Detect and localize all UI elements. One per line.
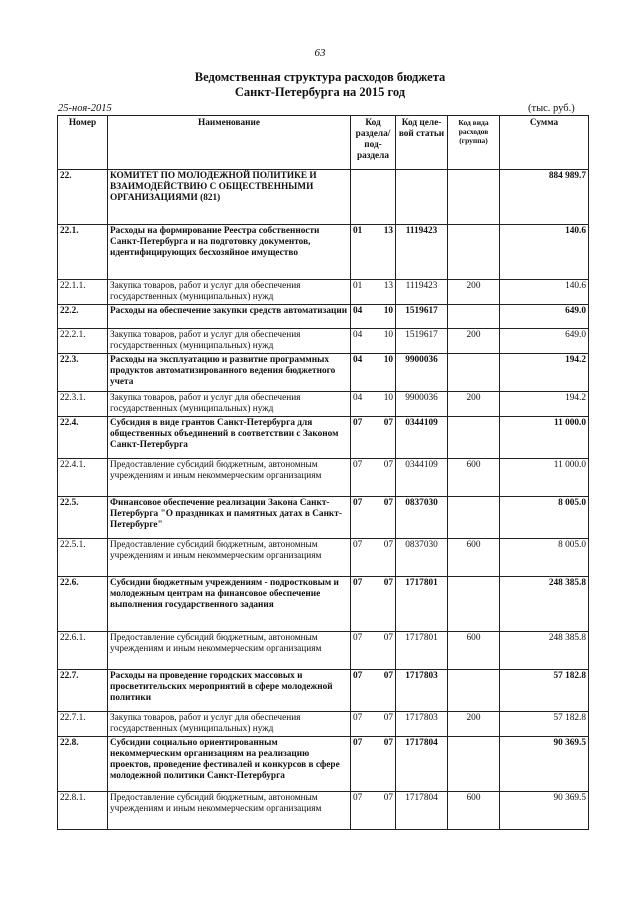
row-subsection: 07	[383, 418, 393, 428]
row-expense-code	[448, 577, 500, 632]
row-target-code	[396, 170, 448, 225]
row-target-code: 0344109	[396, 459, 448, 497]
row-expense-code: 600	[448, 539, 500, 577]
row-sum: 57 182.8	[500, 670, 589, 712]
row-target-code: 9900036	[396, 392, 448, 417]
row-name: Финансовое обеспечение реализации Закона Санкт-Петербурга "О праздниках и памятных датах в Санкт-Петербурге"	[108, 497, 351, 539]
header-target-code: Код целе-вой статьи	[396, 116, 448, 170]
row-section: 04	[353, 355, 363, 365]
row-number: 22.4.	[58, 417, 108, 459]
row-section: 04	[353, 330, 363, 340]
row-number: 22.8.1.	[58, 792, 108, 830]
row-sum: 649.0	[500, 305, 589, 329]
row-target-code: 1119423	[396, 280, 448, 305]
row-number: 22.3.	[58, 354, 108, 392]
row-name: Субсидии бюджетным учреждениям - подростковым и молодежным центрам на финансовое обеспечение выполнения государственного задания	[108, 577, 351, 632]
row-expense-code	[448, 417, 500, 459]
row-number: 22.1.1.	[58, 280, 108, 305]
row-subsection: 10	[383, 306, 393, 316]
row-section: 07	[353, 498, 363, 508]
row-target-code: 1717801	[396, 577, 448, 632]
row-subsection: 10	[383, 393, 393, 403]
row-number: 22.7.	[58, 670, 108, 712]
row-section-code	[351, 459, 396, 497]
row-number: 22.2.	[58, 305, 108, 329]
table-row	[58, 792, 589, 830]
row-expense-code: 600	[448, 632, 500, 670]
row-section: 07	[353, 633, 363, 643]
header-sum: Сумма	[500, 116, 589, 170]
row-name: Закупка товаров, работ и услуг для обеспечения государственных (муниципальных) нужд	[108, 392, 351, 417]
row-subsection: 07	[383, 540, 393, 550]
row-expense-code: 600	[448, 792, 500, 830]
row-target-code: 1717801	[396, 632, 448, 670]
row-name: Предоставление субсидий бюджетным, автономным учреждениям и иным некоммерческим организациям	[108, 792, 351, 830]
table-row	[58, 392, 589, 417]
row-sum: 57 182.8	[500, 712, 589, 737]
row-number: 22.6.	[58, 577, 108, 632]
row-section: 07	[353, 671, 363, 681]
row-subsection: 07	[383, 498, 393, 508]
row-name: Закупка товаров, работ и услуг для обеспечения государственных (муниципальных) нужд	[108, 280, 351, 305]
row-number: 22.6.1.	[58, 632, 108, 670]
row-number: 22.8.	[58, 737, 108, 792]
row-section-code	[351, 305, 396, 329]
row-name: Предоставление субсидий бюджетным, автономным учреждениям и иным некоммерческим организациям	[108, 539, 351, 577]
row-section-code	[351, 329, 396, 354]
row-number: 22.3.1.	[58, 392, 108, 417]
row-number: 22.4.1.	[58, 459, 108, 497]
row-subsection: 07	[383, 633, 393, 643]
row-expense-code: 200	[448, 712, 500, 737]
table-header-row	[58, 116, 589, 170]
row-section-code	[351, 280, 396, 305]
row-name: Предоставление субсидий бюджетным, автономным учреждениям и иным некоммерческим организациям	[108, 459, 351, 497]
row-section-code	[351, 170, 396, 225]
title-line-2: Санкт-Петербурга на 2015 год	[234, 85, 406, 99]
document-date: 25-ноя-2015	[58, 103, 112, 114]
row-expense-code	[448, 737, 500, 792]
row-subsection: 07	[383, 671, 393, 681]
row-expense-code: 200	[448, 392, 500, 417]
header-name: Наименование	[108, 116, 351, 170]
row-sum: 90 369.5	[500, 737, 589, 792]
row-sum: 11 000.0	[500, 417, 589, 459]
row-target-code: 0344109	[396, 417, 448, 459]
row-target-code: 1519617	[396, 329, 448, 354]
row-name: Расходы на обеспечение закупки средств автоматизации	[108, 305, 351, 329]
table-row	[58, 712, 589, 737]
row-expense-code	[448, 670, 500, 712]
row-subsection: 10	[383, 330, 393, 340]
row-section: 07	[353, 738, 363, 748]
row-subsection: 13	[383, 226, 393, 236]
row-target-code: 1717803	[396, 712, 448, 737]
row-target-code: 1119423	[396, 225, 448, 280]
title-line-1: Ведомственная структура расходов бюджета	[194, 70, 446, 84]
row-section-code	[351, 792, 396, 830]
row-number: 22.	[58, 170, 108, 225]
row-subsection: 13	[383, 281, 393, 291]
header-number: Номер	[58, 116, 108, 170]
row-name: Закупка товаров, работ и услуг для обеспечения государственных (муниципальных) нужд	[108, 712, 351, 737]
row-section: 07	[353, 578, 363, 588]
row-section: 04	[353, 393, 363, 403]
row-expense-code	[448, 225, 500, 280]
table-row	[58, 459, 589, 497]
table-row	[58, 225, 589, 280]
units-label: (тыс. руб.)	[528, 103, 575, 114]
row-number: 22.2.1.	[58, 329, 108, 354]
table-row	[58, 497, 589, 539]
row-section-code	[351, 632, 396, 670]
row-section-code	[351, 670, 396, 712]
budget-table	[57, 115, 589, 830]
row-name: Расходы на эксплуатацию и развитие программных продуктов автоматизированного ведения бюджетного учета	[108, 354, 351, 392]
row-number: 22.7.1.	[58, 712, 108, 737]
row-section-code	[351, 577, 396, 632]
row-subsection: 10	[383, 355, 393, 365]
table-row	[58, 170, 589, 225]
header-expense-code: Код вида расходов (группа)	[448, 116, 500, 170]
row-sum: 8 005.0	[500, 539, 589, 577]
row-number: 22.5.	[58, 497, 108, 539]
header-section-code: Код раздела/ под-раздела	[351, 116, 396, 170]
row-sum: 248 385.8	[500, 577, 589, 632]
table-row	[58, 417, 589, 459]
row-expense-code	[448, 170, 500, 225]
table-row	[58, 280, 589, 305]
row-section-code	[351, 225, 396, 280]
row-name: Предоставление субсидий бюджетным, автономным учреждениям и иным некоммерческим организациям	[108, 632, 351, 670]
row-sum: 11 000.0	[500, 459, 589, 497]
row-section-code	[351, 354, 396, 392]
row-section: 04	[353, 306, 363, 316]
row-subsection: 07	[383, 738, 393, 748]
row-sum: 194.2	[500, 354, 589, 392]
row-section: 07	[353, 713, 363, 723]
row-section-code	[351, 712, 396, 737]
row-section: 01	[353, 281, 363, 291]
table-row	[58, 305, 589, 329]
row-name: КОМИТЕТ ПО МОЛОДЕЖНОЙ ПОЛИТИКЕ И ВЗАИМОДЕЙСТВИЮ С ОБЩЕСТВЕННЫМИ ОРГАНИЗАЦИЯМИ (821)	[108, 170, 351, 225]
row-subsection: 07	[383, 460, 393, 470]
table-row	[58, 577, 589, 632]
row-number: 22.5.1.	[58, 539, 108, 577]
row-expense-code	[448, 305, 500, 329]
row-sum: 194.2	[500, 392, 589, 417]
row-expense-code: 200	[448, 280, 500, 305]
row-sum: 90 369.5	[500, 792, 589, 830]
row-sum: 248 385.8	[500, 632, 589, 670]
row-section-code	[351, 737, 396, 792]
row-expense-code	[448, 354, 500, 392]
table-row	[58, 329, 589, 354]
row-section: 07	[353, 418, 363, 428]
table-row	[58, 670, 589, 712]
table-row	[58, 632, 589, 670]
page-title	[0, 70, 640, 100]
row-subsection: 07	[383, 713, 393, 723]
row-name: Расходы на проведение городских массовых и просветительских мероприятий в сфере молодежной политики	[108, 670, 351, 712]
row-target-code: 0837030	[396, 539, 448, 577]
row-target-code: 1717804	[396, 737, 448, 792]
table-row	[58, 354, 589, 392]
row-name: Субсидии социально ориентированным некоммерческим организациям на реализацию проектов, проведение фестивалей и конкурсов в сфере молодежной политики Санкт-Петербурга	[108, 737, 351, 792]
row-section: 07	[353, 540, 363, 550]
row-target-code: 1717803	[396, 670, 448, 712]
row-target-code: 9900036	[396, 354, 448, 392]
row-sum: 649.0	[500, 329, 589, 354]
row-section: 07	[353, 793, 363, 803]
table-row	[58, 737, 589, 792]
row-section-code	[351, 417, 396, 459]
row-section-code	[351, 392, 396, 417]
row-sum: 140.6	[500, 280, 589, 305]
row-name: Субсидия в виде грантов Санкт-Петербурга для общественных объединений в соответствии с Законом Санкт-Петербурга	[108, 417, 351, 459]
page-number: 63	[314, 47, 326, 59]
table-row	[58, 539, 589, 577]
row-subsection: 07	[383, 793, 393, 803]
row-expense-code: 600	[448, 459, 500, 497]
row-expense-code	[448, 497, 500, 539]
row-subsection: 07	[383, 578, 393, 588]
row-name: Закупка товаров, работ и услуг для обеспечения государственных (муниципальных) нужд	[108, 329, 351, 354]
row-section: 01	[353, 226, 363, 236]
row-section-code	[351, 539, 396, 577]
row-section: 07	[353, 460, 363, 470]
row-expense-code: 200	[448, 329, 500, 354]
row-sum: 8 005.0	[500, 497, 589, 539]
row-target-code: 0837030	[396, 497, 448, 539]
row-sum: 884 989.7	[500, 170, 589, 225]
row-sum: 140.6	[500, 225, 589, 280]
row-target-code: 1519617	[396, 305, 448, 329]
row-section-code	[351, 497, 396, 539]
row-name: Расходы на формирование Реестра собственности Санкт-Петербурга и на подготовку документов, идентифицирующих бесхозяйное имущество	[108, 225, 351, 280]
row-target-code: 1717804	[396, 792, 448, 830]
row-number: 22.1.	[58, 225, 108, 280]
